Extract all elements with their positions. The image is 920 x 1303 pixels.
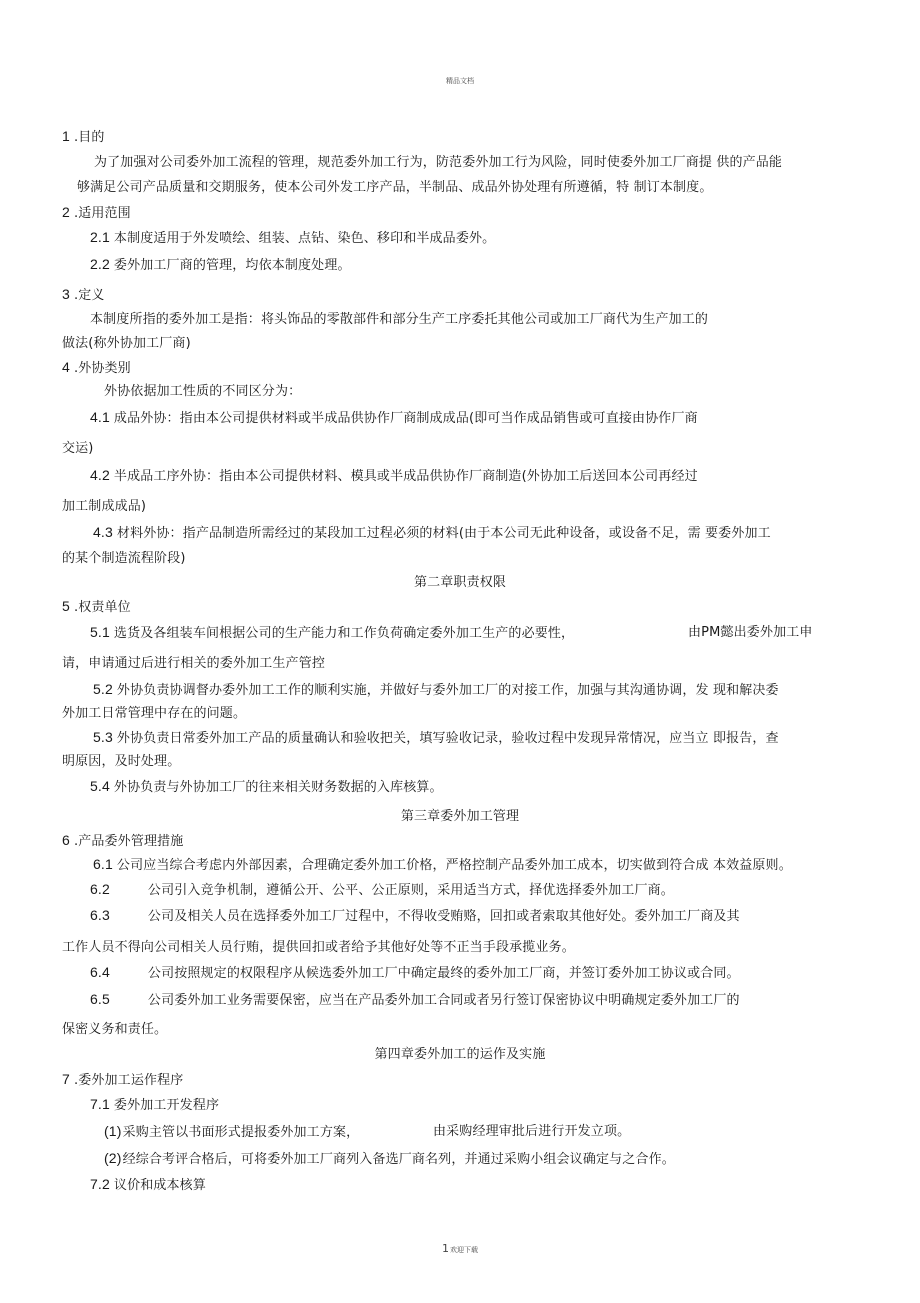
paragraph-line: 做法(称外协加工厂商): [62, 336, 191, 351]
paragraph-line: 工作人员不得向公司相关人员行贿，提供回扣或者给予其他好处等不正当手段承揽业务。: [62, 940, 575, 955]
section-6-heading: [62, 832, 183, 850]
section-title: .委外加工运作程序: [73, 1073, 184, 1088]
chapter-heading: 第二章职责权限: [413, 575, 507, 590]
list-item: [90, 991, 740, 1009]
item-number: 6.5: [90, 991, 110, 1007]
list-item: [90, 1176, 206, 1194]
item-text: 选货及各组装车间根据公司的生产能力和工作负荷确定委外加工生产的必要性，: [113, 626, 575, 641]
paragraph-line: 够满足公司产品质量和交期服务，使本公司外发工序产品，半制品、成品外协处理有所遵循，特 制订本制度。: [77, 180, 713, 195]
paragraph-line: 保密义务和责任。: [62, 1022, 168, 1037]
paragraph-line: 交运): [62, 441, 94, 456]
paragraph-line: 由采购经理审批后进行开发立项。: [433, 1124, 631, 1139]
page-header: 精品文档: [446, 77, 474, 85]
section-number: 5: [62, 598, 70, 614]
paragraph-line: 加工制成成品): [62, 499, 147, 514]
section-number: 1: [62, 128, 70, 144]
section-number: 3: [62, 286, 70, 302]
item-number: 5.3: [93, 729, 113, 745]
paragraph-line: 由PM懿出委外加工申: [688, 625, 813, 640]
list-item: [90, 964, 740, 982]
list-item: [90, 907, 740, 925]
item-text: 公司委外加工业务需要保密，应当在产品委外加工合同或者另行签订保密协议中明确规定委外加工厂的: [147, 993, 740, 1008]
list-item: [90, 409, 698, 427]
list-item: [93, 524, 771, 542]
paragraph-line: 为了加强对公司委外加工流程的管理，规范委外加工行为，防范委外加工行为风险，同时使委外加工厂商提 供的产品能: [94, 155, 783, 170]
item-text: 公司应当综合考虑内外部因素，合理确定委外加工价格，严格控制产品委外加工成本，切实做到符合成 本效益原则。: [116, 858, 792, 873]
section-number: 4: [62, 359, 70, 375]
item-number: 7.1: [90, 1096, 110, 1112]
item-text: 委外加工厂商的管理，均依本制度处理。: [113, 258, 351, 273]
section-7-heading: [62, 1071, 183, 1089]
item-number: 2.2: [90, 256, 110, 272]
item-number: 6.2: [90, 881, 110, 897]
section-number: 6: [62, 832, 70, 848]
item-text: 成品外协：指由本公司提供材料或半成品供协作厂商制成成品(即可当作成品销售或可直接由协作厂商: [113, 411, 698, 426]
section-3-heading: [62, 286, 105, 304]
section-title: .适用范围: [73, 206, 131, 221]
section-5-heading: [62, 598, 131, 616]
paragraph-line: 请，申请通过后进行相关的委外加工生产管控: [62, 656, 326, 671]
footer-text: 欢迎下载: [450, 1246, 478, 1254]
paragraph-line: 明原因，及时处理。: [62, 754, 181, 769]
item-text: 议价和成本核算: [113, 1178, 206, 1193]
list-item: [90, 1096, 219, 1114]
paragraph-line: 的某个制造流程阶段): [62, 551, 186, 566]
list-item: [90, 467, 698, 485]
paragraph-line: 外协依据加工性质的不同区分为：: [104, 384, 302, 399]
list-item: [90, 256, 351, 274]
chapter-heading: 第三章委外加工管理: [400, 809, 520, 824]
section-title: .目的: [73, 130, 105, 145]
list-item: [104, 1123, 359, 1141]
item-number: 5.4: [90, 778, 110, 794]
item-number: 4.3: [93, 524, 113, 540]
chapter-heading: 第四章委外加工的运作及实施: [374, 1047, 546, 1062]
list-item: [90, 778, 443, 796]
list-item: [90, 624, 574, 642]
item-number: 6.4: [90, 964, 110, 980]
list-item: [93, 729, 779, 747]
item-number: 2.1: [90, 229, 110, 245]
list-item: [90, 229, 495, 247]
item-text: 外协负责日常委外加工产品的质量确认和验收把关，填写验收记录，验收过程中发现异常情况，应当立 即报告，查: [116, 731, 779, 746]
section-title: .产品委外管理措施: [73, 834, 184, 849]
list-item: [93, 681, 779, 699]
section-number: 2: [62, 204, 70, 220]
section-1-heading: [62, 128, 105, 146]
item-text: 本制度适用于外发喷绘、组装、点钻、染色、移印和半成品委外。: [113, 231, 496, 246]
page-number: 1: [442, 1242, 449, 1255]
item-number: 4.2: [90, 467, 110, 483]
section-title: .定义: [73, 288, 105, 303]
list-item: [93, 856, 792, 874]
item-text: 外协负责协调督办委外加工工作的顺利实施，并做好与委外加工厂的对接工作，加强与其沟通协调，发 现和解决委: [116, 683, 779, 698]
item-text: 公司按照规定的权限程序从候选委外加工厂中确定最终的委外加工厂商，并签订委外加工协议或合同。: [147, 966, 740, 981]
section-title: .权责单位: [73, 600, 131, 615]
item-number: 7.2: [90, 1176, 110, 1192]
item-text: 公司引入竞争机制，遵循公开、公平、公正原则，采用适当方式，择优选择委外加工厂商。: [147, 883, 674, 898]
paragraph-line: 本制度所指的委外加工是指：将头饰品的零散部件和部分生产工序委托其他公司或加工厂商代为生产加工的: [90, 312, 709, 327]
item-text: 外协负责与外协加工厂的往来相关财务数据的入库核算。: [113, 780, 443, 795]
item-text: 经综合考评合格后，可将委外加工厂商列入备选厂商名列，并通过采购小组会议确定与之合作。: [122, 1152, 675, 1167]
item-text: 委外加工开发程序: [113, 1098, 220, 1113]
section-2-heading: [62, 204, 131, 222]
item-number: (2): [104, 1150, 122, 1166]
item-text: 采购主管以书面形式提报委外加工方案，: [122, 1125, 360, 1140]
item-number: 5.2: [93, 681, 113, 697]
item-text: 材料外协：指产品制造所需经过的某段加工过程必须的材料(由于本公司无此种设备，或设备不足，需 要委外加工: [116, 526, 771, 541]
list-item: [90, 881, 674, 899]
item-number: 4.1: [90, 409, 110, 425]
section-number: 7: [62, 1071, 70, 1087]
paragraph-line: 外加工日常管理中存在的问题。: [62, 706, 247, 721]
list-item: [104, 1150, 675, 1168]
item-number: 6.3: [90, 907, 110, 923]
page-footer: [0, 1242, 920, 1255]
item-number: (1): [104, 1123, 122, 1139]
section-4-heading: [62, 359, 131, 377]
item-number: 5.1: [90, 624, 110, 640]
item-number: 6.1: [93, 856, 113, 872]
item-text: 半成品工序外协：指由本公司提供材料、模具或半成品供协作厂商制造(外协加工后送回本公司再经过: [113, 469, 698, 484]
section-title: .外协类别: [73, 361, 131, 376]
item-text: 公司及相关人员在选择委外加工厂过程中，不得收受贿赂，回扣或者索取其他好处。委外加工厂商及其: [147, 909, 740, 924]
